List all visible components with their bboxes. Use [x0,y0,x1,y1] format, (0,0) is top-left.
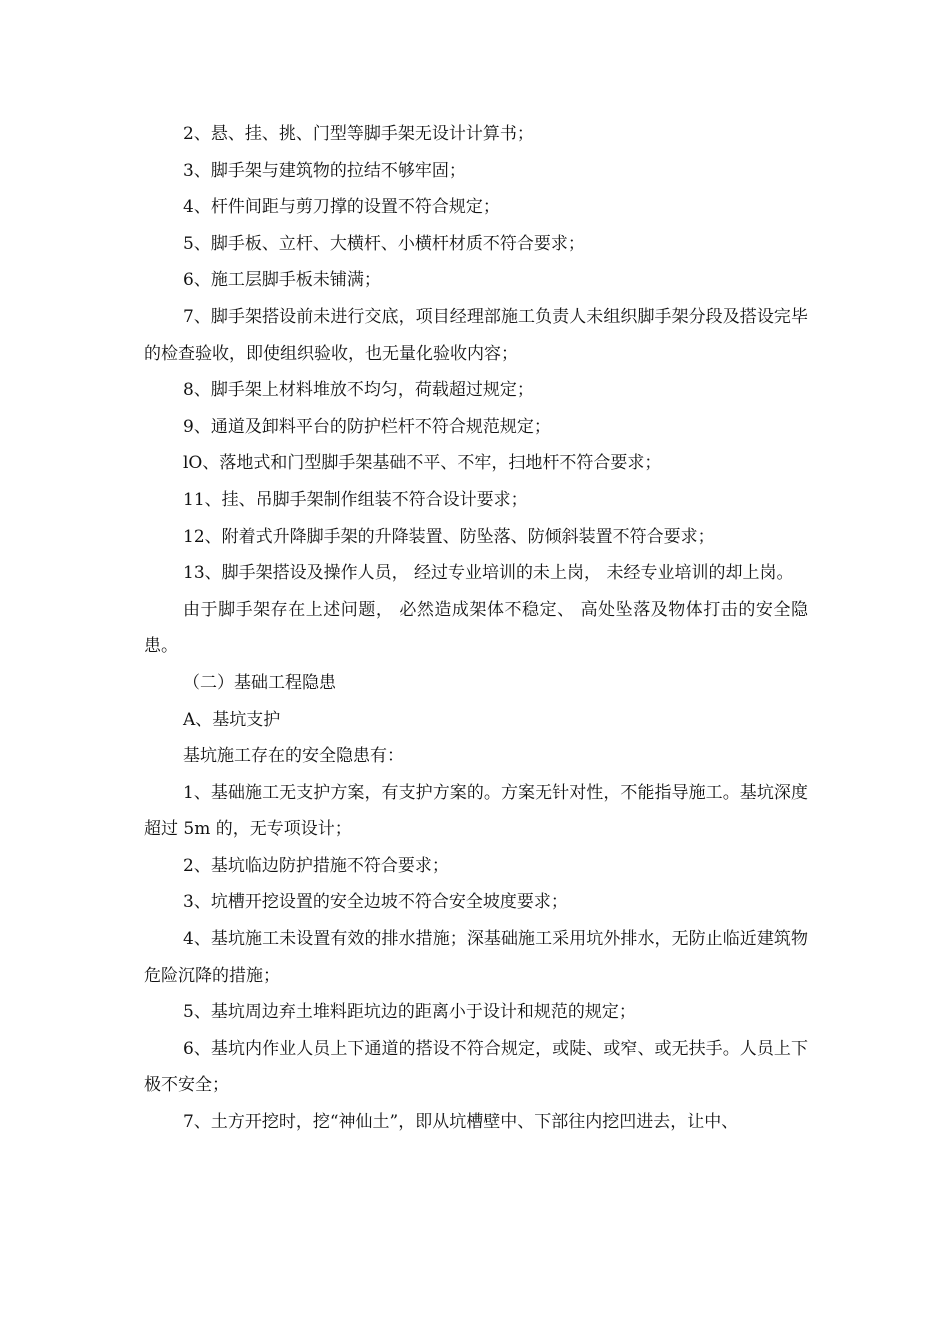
paragraph-scaffold-item-13: 13、脚手架搭设及操作人员， 经过专业培训的未上岗， 未经专业培训的却上岗。 [183,563,794,584]
paragraph-pit-item-4: 4、基坑施工未设置有效的排水措施；深基础施工采用坑外排水，无防止临近建筑物危险沉降的措施； [144,929,808,986]
paragraph-pit-item-5: 5、基坑周边弃土堆料距坑边的距离小于设计和规范的规定； [183,1002,636,1023]
paragraph-pit-item-2: 2、基坑临边防护措施不符合要求； [183,855,449,876]
paragraph-pit-intro: 基坑施工存在的安全隐患有： [183,746,404,767]
paragraph-pit-item-7: 7、土方开挖时，挖“神仙土”，即从坑槽壁中、下部往内挖凹进去，让中、 [183,1112,739,1133]
paragraph-scaffold-item-4: 4、杆件间距与剪刀撑的设置不符合规定； [183,197,500,218]
paragraph-scaffold-summary: 由于脚手架存在上述问题， 必然造成架体不稳定、 高处坠落及物体打击的安全隐患。 [144,599,808,657]
paragraph-scaffold-item-3: 3、脚手架与建筑物的拉结不够牢固； [183,160,466,181]
paragraph-scaffold-item-2: 2、悬、挂、挑、门型等脚手架无设计计算书； [183,124,534,144]
paragraph-pit-item-1: 1、基础施工无支护方案，有支护方案的。方案无针对性，不能指导施工。基坑深度超过 5m 的，无专项设计； [144,782,808,840]
body-text [144,116,808,1141]
paragraph-scaffold-item-11: 11、挂、吊脚手架制作组装不符合设计要求； [183,489,528,510]
paragraph-scaffold-item-5: 5、脚手板、立杆、大横杆、小横杆材质不符合要求； [183,233,585,254]
paragraph-scaffold-item-9: 9、通道及卸料平台的防护栏杆不符合规范规定； [183,416,551,437]
paragraph-scaffold-item-10: lO、落地式和门型脚手架基础不平、不牢，扫地杆不符合要求； [183,453,662,474]
paragraph-scaffold-item-12: 12、附着式升降脚手架的升降装置、防坠落、防倾斜装置不符合要求； [183,526,715,547]
paragraph-scaffold-item-7: 7、脚手架搭设前未进行交底，项目经理部施工负责人未组织脚手架分段及搭设完毕的检查验收，即使组织验收，也无量化验收内容； [144,306,808,364]
paragraph-pit-item-6: 6、基坑内作业人员上下通道的搭设不符合规定，或陡、或窄、或无扶手。人员上下极不安全； [144,1038,808,1096]
section-heading-foundation: （二）基础工程隐患 [183,672,336,693]
subsection-heading-pit-support: A、基坑支护 [183,709,281,730]
paragraph-scaffold-item-8: 8、脚手架上材料堆放不均匀，荷载超过规定； [183,380,534,401]
paragraph-pit-item-3: 3、坑槽开挖设置的安全边坡不符合安全坡度要求； [183,892,568,913]
paragraph-scaffold-item-6: 6、施工层脚手板未铺满； [183,270,381,291]
